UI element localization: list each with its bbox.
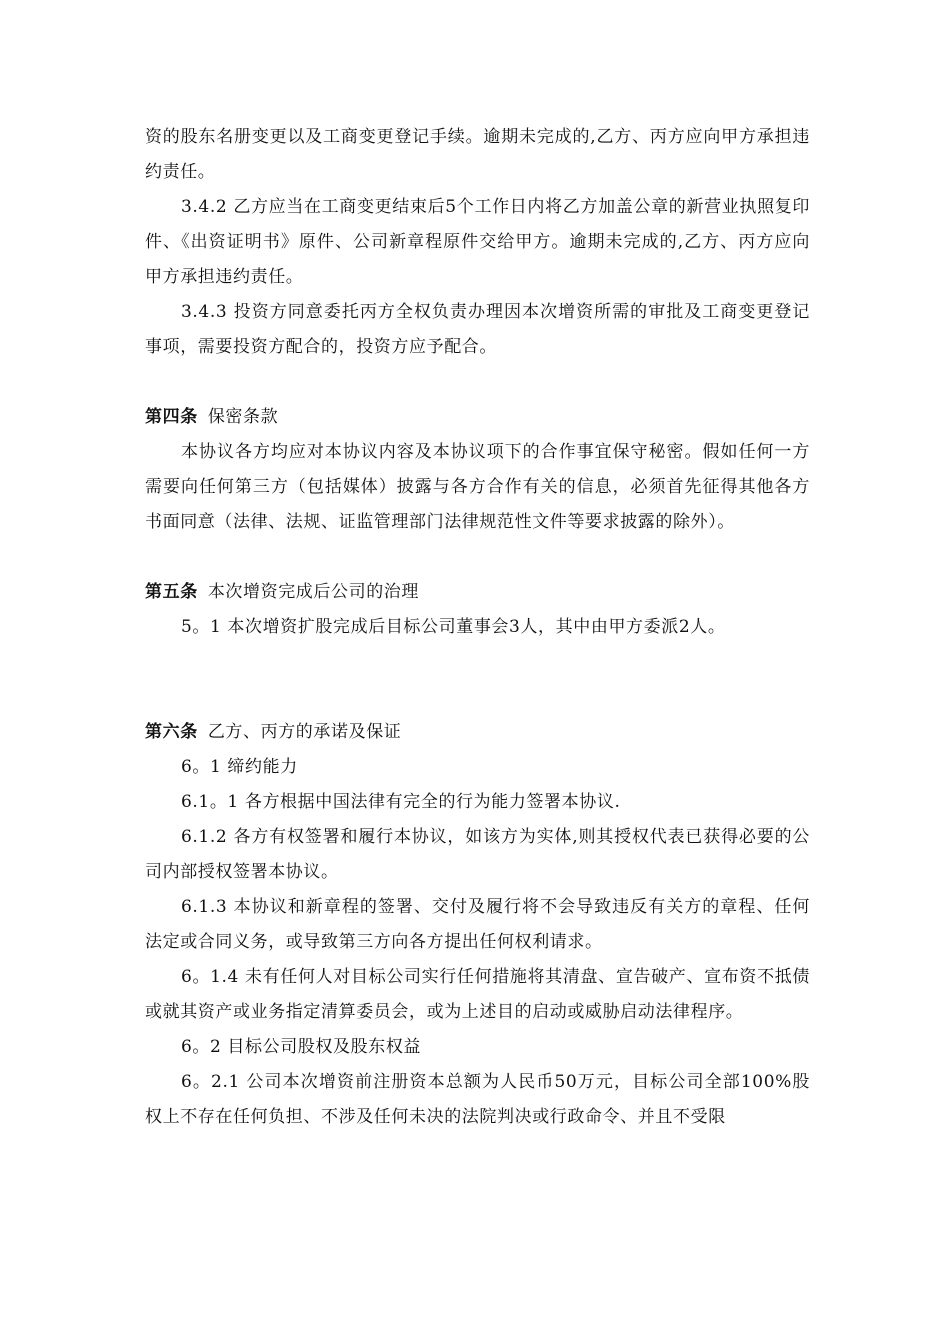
clause-3-4-3: 3.4.3 投资方同意委托丙方全权负责办理因本次增资所需的审批及工商变更登记事项，需要投资方配合的，投资方应予配合。 bbox=[145, 302, 810, 357]
clause-6-2: 6。2 目标公司股权及股东权益 bbox=[181, 1037, 422, 1057]
spacer bbox=[145, 365, 810, 400]
spacer bbox=[145, 540, 810, 575]
clause-6-1: 6。1 缔约能力 bbox=[181, 757, 298, 777]
spacer bbox=[145, 645, 810, 715]
article-5-heading bbox=[145, 575, 810, 610]
article-4-body: 本协议各方均应对本协议内容及本协议项下的合作事宜保守秘密。假如任何一方需要向任何第三方（包括媒体）披露与各方合作有关的信息，必须首先征得其他各方书面同意（法律、法规、证监管理部门法律规范性文件等要求披露的除外）。 bbox=[145, 442, 810, 532]
clause-6-1-2: 6.1.2 各方有权签署和履行本协议，如该方为实体,则其授权代表已获得必要的公司内部授权签署本协议。 bbox=[145, 827, 810, 882]
clause-6-2-1: 6。2.1 公司本次增资前注册资本总额为人民币50万元，目标公司全部100%股权上不存在任何负担、不涉及任何未决的法院判决或行政命令、并且不受限 bbox=[145, 1072, 810, 1127]
clause-6-1-1: 6.1。1 各方根据中国法律有完全的行为能力签署本协议. bbox=[181, 792, 621, 812]
article-6-label: 第六条 bbox=[145, 722, 198, 742]
article-6-title: 乙方、丙方的承诺及保证 bbox=[207, 722, 402, 742]
article-5-title: 本次增资完成后公司的治理 bbox=[207, 582, 420, 602]
clause-6-1-4: 6。1.4 未有任何人对目标公司实行任何措施将其清盘、宣告破产、宣布资不抵债或就其资产或业务指定清算委员会，或为上述目的启动或威胁启动法律程序。 bbox=[145, 967, 810, 1022]
clause-3-4-2: 3.4.2 乙方应当在工商变更结束后5个工作日内将乙方加盖公章的新营业执照复印件、《出资证明书》原件、公司新章程原件交给甲方。逾期未完成的,乙方、丙方应向甲方承担违约责任。 bbox=[145, 197, 810, 287]
article-4-title: 保密条款 bbox=[207, 407, 279, 427]
clause-5-1: 5。1 本次增资扩股完成后目标公司董事会3人，其中由甲方委派2人。 bbox=[181, 617, 726, 637]
paragraph-continuation: 资的股东名册变更以及工商变更登记手续。逾期未完成的,乙方、丙方应向甲方承担违约责任。 bbox=[145, 127, 810, 182]
article-6-heading bbox=[145, 715, 810, 750]
clause-6-1-3: 6.1.3 本协议和新章程的签署、交付及履行将不会导致违反有关方的章程、任何法定或合同义务，或导致第三方向各方提出任何权利请求。 bbox=[145, 897, 810, 952]
document-body bbox=[145, 120, 810, 1135]
article-5-label: 第五条 bbox=[145, 582, 198, 602]
article-4-heading bbox=[145, 400, 810, 435]
article-4-label: 第四条 bbox=[145, 407, 198, 427]
